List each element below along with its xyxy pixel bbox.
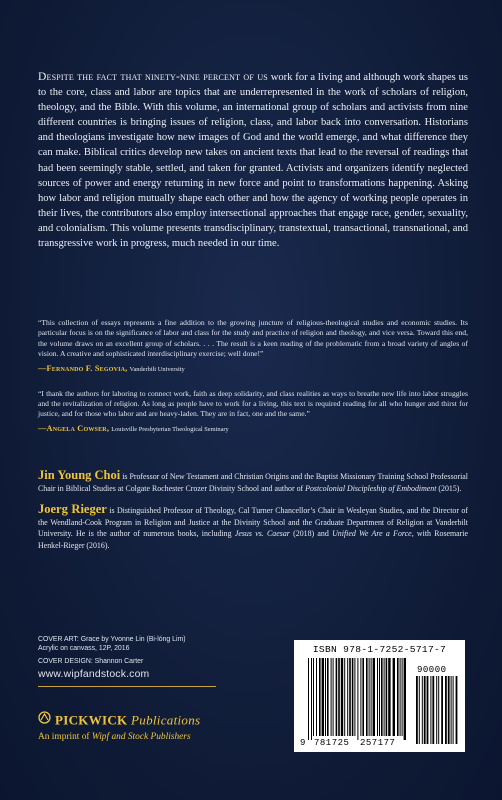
editor-bio: Jin Young Choi is Professor of New Testament and Christian Origins and the Baptist Missionary Training School Professorial Chair in Biblical Studies at Colgate Rochester Crozer Divinity School and author of Postcolonial Discipleship of Embodiment (2015). xyxy=(38,468,468,493)
blurb-text: work for a living and although work shapes us to the core, class and labor are topics that are underrepresented in the work of scholars of religion, theology, and the Bible. With this volume, an international group of scholars and activists from nine different countries is bringing issues of religion, class, and labor back into conversation. Historians and theologians investigate how new images of God and the world emerge, and what difference they can make. Biblical critics develop new takes on ancient texts that lead to the reversal of readings that had been seemingly stable, settled, and taken for granted. Activists and organizers identify neglected sources of power and energy returning in new force and point to transformations happening. Asking how labor and religion mutually shape each other and how the agency of working people operates in their lives, the contributors also employ intersectional approaches that engage race, gender, sexuality, and colonialism. This volume presents transdisciplinary, transtextual, transactional, transnational, and transgressive work in progress, much needed in our time. xyxy=(38,72,468,250)
pickwick-logo-icon xyxy=(38,711,51,729)
editor-bios xyxy=(38,470,468,562)
barcode-bars xyxy=(294,640,465,752)
cover-design-credit: COVER DESIGN: Shannon Carter xyxy=(38,658,144,665)
endorsement-quote: “This collection of essays represents a fine addition to the growing juncture of religious-theological studies and economic studies. Its particular focus is on the significance of labor and class for the study and practice of religion and theology, and vice versa. Toward this end, the volume draws on an excellent group of scholars. . . . The result is a keen reading of the problematic from a broad variety of angles of vision. A creative and sophisticated interdisciplinary exercise; well done!” xyxy=(38,318,468,359)
editor-bio: Joerg Rieger is Distinguished Professor of Theology, Cal Turner Chancellor’s Chair in Wesleyan Studies, and the Director of the Wendland-Cook Program in Religion and Justice at the Divinity School and the Graduate Department of Religion at Vanderbilt University. He is the author of numerous books, including Jesus vs. Caesar (2018) and Unified We Are a Force, with Rosemarie Henkel-Rieger (2016). xyxy=(38,502,468,550)
publisher-logo xyxy=(38,711,200,729)
endorser-name: —Fernando F. Segovia, xyxy=(38,363,128,373)
editor-name: Jin Young Choi xyxy=(38,468,121,482)
endorsement-attribution xyxy=(38,423,468,435)
barcode-addon: 90000 xyxy=(417,665,447,675)
cover-art-medium: Acrylic on canvass, 12P, 2016 xyxy=(38,645,130,652)
endorsement-quote: “I thank the authors for laboring to connect work, faith as deep solidarity, and class realities as ways to breathe new life into labor struggles and the revitalization of religion. As long as people have to work for a living, this text is required reading for all who hunger and thirst for justice, and for those who labor and are heavy-laden. They are in fact, one and the same.” xyxy=(38,388,468,419)
book-title: Postcolonial Discipleship of Embodiment xyxy=(305,483,437,493)
blurb-lead-in: Despite the fact that ninety-nine percent of us xyxy=(38,71,268,83)
endorser-name: —Angela Cowser, xyxy=(38,423,110,433)
editor-name: Joerg Rieger xyxy=(38,502,107,517)
endorsement-attribution xyxy=(38,363,468,375)
isbn-barcode: ISBN 978-1-7252-5717-7 90000 9 781725 257177 xyxy=(294,640,465,752)
publisher-imprint: An imprint of Wipf and Stock Publishers xyxy=(38,732,191,742)
description-blurb xyxy=(38,70,468,251)
book-title: Jesus vs. Caesar xyxy=(234,529,290,539)
divider xyxy=(38,686,216,687)
publisher-name: PICKWICK Publications xyxy=(55,712,201,728)
endorsements xyxy=(38,318,468,449)
cover-art-credit: COVER ART: Grace by Yvonne Lin (Bi-lóng Lim) xyxy=(38,636,186,643)
endorser-affiliation: Louisville Presbyterian Theological Seminary xyxy=(111,425,229,433)
cover-credits xyxy=(38,635,258,689)
isbn-text: ISBN 978-1-7252-5717-7 xyxy=(312,644,447,655)
endorser-affiliation: Vanderbilt University xyxy=(129,365,185,373)
book-title: Unified We Are a Force xyxy=(332,529,412,539)
publisher-url: www.wipfandstock.com xyxy=(38,669,150,680)
